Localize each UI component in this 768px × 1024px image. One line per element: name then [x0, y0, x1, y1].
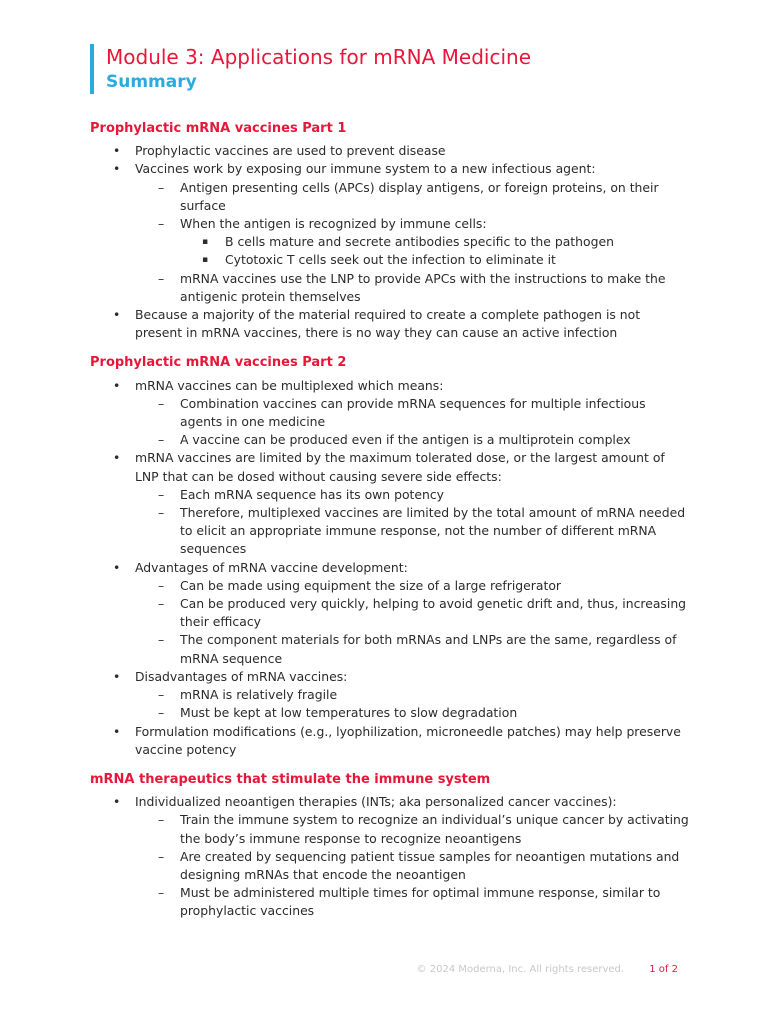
list-item-text: Can be produced very quickly, helping to avoid genetic drift and, thus, increasing their efficacy — [180, 596, 687, 630]
summary-section — [90, 120, 690, 342]
bullet-icon: – — [158, 848, 165, 864]
list-item — [90, 486, 690, 504]
bullet-icon: – — [158, 812, 165, 828]
list-item — [90, 559, 690, 577]
page-footer — [417, 964, 678, 975]
list-item — [90, 233, 690, 251]
bullet-list — [90, 142, 690, 342]
list-item — [90, 577, 690, 595]
bullet-icon: – — [158, 632, 165, 648]
bullet-icon: • — [113, 143, 121, 159]
list-item — [90, 504, 690, 559]
bullet-icon: ▪ — [202, 237, 209, 248]
bullet-icon: – — [158, 395, 165, 411]
list-item — [90, 668, 690, 686]
list-item — [90, 251, 690, 269]
bullet-icon: – — [158, 486, 165, 502]
list-item-text: mRNA vaccines can be multiplexed which means: — [135, 377, 444, 393]
page-number: 1 of 2 — [649, 964, 678, 975]
list-item — [90, 160, 690, 178]
bullet-icon: – — [158, 216, 165, 232]
list-item-text: Must be kept at low temperatures to slow degradation — [180, 705, 518, 721]
list-item-text: Because a majority of the material required to create a complete pathogen is not present in mRNA vaccines, there is no way they can cause an active infection — [135, 307, 641, 341]
list-item — [90, 811, 690, 847]
list-item-text: Are created by sequencing patient tissue samples for neoantigen mutations and designing mRNAs that encode the neoantigen — [180, 848, 680, 882]
bullet-icon: • — [113, 559, 121, 575]
section-heading: Prophylactic mRNA vaccines Part 1 — [90, 121, 347, 136]
list-item-text: Can be made using equipment the size of a large refrigerator — [180, 577, 561, 593]
list-item-text: Individualized neoantigen therapies (INTs; aka personalized cancer vaccines): — [135, 794, 617, 810]
list-item-text: Cytotoxic T cells seek out the infection to eliminate it — [225, 252, 556, 268]
list-item-text: Must be administered multiple times for optimal immune response, similar to prophylactic vaccines — [180, 885, 661, 919]
bullet-icon: – — [158, 577, 165, 593]
copyright-notice: © 2024 Moderna, Inc. All rights reserved. — [416, 964, 625, 975]
bullet-icon: • — [113, 450, 121, 466]
list-item-text: mRNA is relatively fragile — [180, 687, 338, 703]
list-item-text: Therefore, multiplexed vaccines are limited by the total amount of mRNA needed to elicit an appropriate immune response, not the number of different mRNA sequences — [180, 505, 686, 557]
list-item — [90, 723, 690, 759]
list-item-text: The component materials for both mRNAs and LNPs are the same, regardless of mRNA sequence — [180, 632, 677, 666]
summary-section — [90, 771, 690, 921]
section-heading: mRNA therapeutics that stimulate the immune system — [90, 771, 491, 787]
list-item-text: Combination vaccines can provide mRNA sequences for multiple infectious agents in one medicine — [180, 395, 646, 430]
page-title: Module 3: Applications for mRNA Medicine — [106, 45, 532, 69]
list-item-text: Prophylactic vaccines are used to prevent disease — [135, 143, 446, 159]
list-item — [90, 306, 690, 342]
bullet-icon: ▪ — [202, 255, 209, 266]
bullet-list — [90, 793, 690, 920]
list-item — [90, 215, 690, 233]
bullet-icon: – — [158, 179, 165, 195]
module-header — [90, 44, 531, 94]
list-item — [90, 848, 690, 884]
bullet-icon: – — [158, 505, 165, 521]
list-item — [90, 449, 690, 485]
section-heading: Prophylactic mRNA vaccines Part 2 — [90, 355, 347, 371]
bullet-icon: – — [158, 432, 165, 448]
list-item-text: Formulation modifications (e.g., lyophilization, microneedle patches) may help preserve vaccine potency — [135, 723, 681, 757]
bullet-icon: – — [158, 596, 165, 612]
bullet-icon: • — [113, 161, 121, 177]
bullet-icon: • — [113, 307, 121, 323]
list-item — [90, 179, 690, 215]
bullet-icon: – — [158, 885, 165, 901]
list-item-text: Antigen presenting cells (APCs) display antigens, or foreign proteins, on their surface — [180, 179, 659, 213]
list-item — [90, 793, 690, 811]
bullet-icon: – — [158, 687, 165, 703]
list-item-text: Advantages of mRNA vaccine development: — [135, 559, 408, 575]
list-item-text: Each mRNA sequence has its own potency — [180, 486, 445, 502]
list-item-text: Train the immune system to recognize an individual’s unique cancer by activating the body’s immune response to recognize neoantigens — [180, 812, 689, 846]
list-item — [90, 395, 690, 431]
list-item — [90, 884, 690, 920]
list-item — [90, 704, 690, 722]
list-item-text: mRNA vaccines use the LNP to provide APCs with the instructions to make the antigenic protein themselves — [180, 270, 666, 304]
bullet-icon: – — [158, 705, 165, 721]
list-item — [90, 595, 690, 631]
list-item — [90, 431, 690, 449]
summary-section — [90, 354, 690, 758]
list-item-text: B cells mature and secrete antibodies specific to the pathogen — [225, 234, 614, 250]
list-item — [90, 377, 690, 395]
page-subtitle: Summary — [106, 72, 197, 92]
list-item — [90, 686, 690, 704]
bullet-icon: • — [113, 668, 121, 684]
bullet-icon: • — [113, 794, 121, 810]
list-item — [90, 142, 690, 160]
list-item — [90, 270, 690, 306]
list-item-text: Disadvantages of mRNA vaccines: — [135, 668, 348, 684]
bullet-icon: – — [158, 270, 165, 286]
summary-content — [90, 120, 690, 933]
bullet-icon: • — [113, 377, 121, 393]
list-item-text: Vaccines work by exposing our immune system to a new infectious agent: — [135, 161, 596, 177]
bullet-icon: • — [113, 723, 121, 739]
list-item-text: A vaccine can be produced even if the antigen is a multiprotein complex — [180, 432, 631, 448]
list-item-text: When the antigen is recognized by immune cells: — [180, 216, 487, 232]
list-item-text: mRNA vaccines are limited by the maximum tolerated dose, or the largest amount of LNP that can be dosed without causing severe side effects: — [135, 450, 665, 484]
bullet-list — [90, 377, 690, 759]
list-item — [90, 631, 690, 667]
